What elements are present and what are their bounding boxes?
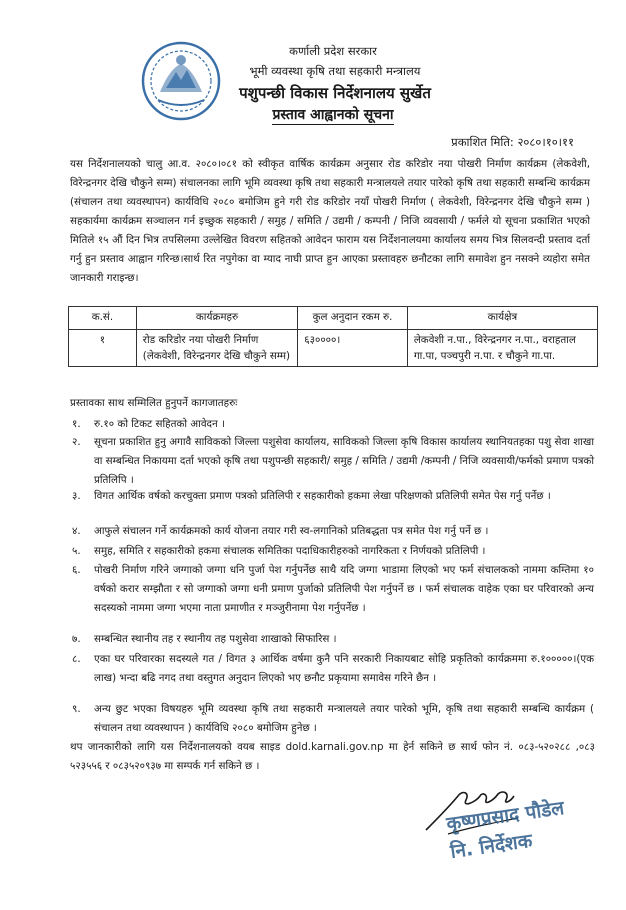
contact-note: थप जानकारीको लागि यस निर्देशनालयको वयब साइड dold.karnali.gov.np मा हेर्न सकिने छ सार्थ फोन नं. ०८३-५२०२८८ ,०८३ ५२३५५६ र ०८३५२०९३७ मा सम्पर्क गर्न सकिने छ । [70,741,595,772]
list-item-text: अन्य छुट भएका विषयहरु भूमि व्यवस्था कृषि तथा सहकारी मन्त्रालयले तयार पारेको भूमि, कृषि तथा सहकारी सम्बन्धि कार्यक्रम ( संचालन तथा व्यवस्थापन ) कार्यविधि २०८० बमोजिम हुनेछ । [94,703,594,734]
gov-line: कर्णाली प्रदेश सरकार [289,44,377,58]
office-name: पशुपन्छी विकास निर्देशनालय सुर्खेत [239,84,431,102]
list-item-text: सूचना प्रकाशित हुनु अगावै साविकको जिल्ला पशुसेवा कार्यालय, साविकको जिल्ला कृषि विकास कार्यालय स्थानियतहका पशु सेवा शाखा वा सम्बन्धित निकायमा दर्ता भएको कृषि तथा पशुपन्छी सहकारी/ समुह / समिति / उद्यमी /कम्पनी / निजि व्यवसायी/फर्मको प्रमाण पत्रको प्रतिलिपि । [94,436,594,486]
list-item-text: पोखरी निर्माण गरिने जग्गाको जग्गा धनि पुर्जा पेश गर्नुपर्नेछ साथै यदि जग्गा भाडामा लिएको भए फर्म संचालकको नाममा कम्तिमा १० वर्षको करार सम्झौता र सो जग्गाको जग्गा धनी प्रमाण पुर्जाको प्रतिलिपी पेश गर्नुपर्ने छ । फर्म संचालक वाहेक एका घर परिवारको अन्य सदस्यको नाममा जग्गा भएमा नाता प्रमाणीत र मञ्जुरीनामा पेश गर्नुपर्नेछ । [94,564,594,614]
col-header-sn: क.सं. [69,307,137,330]
notice-title-text: प्रस्ताव आह्वानको सूचना [272,107,394,123]
cell-amount: ६३००००। [298,330,408,367]
list-item-number: १. [72,418,81,430]
stamp-designation: नि. निर्देशक [448,829,534,864]
documents-intro: प्रस्तावका साथ सम्मिलित हुनुपर्ने कागजातहरुः [70,397,238,409]
intro-paragraph: यस निर्देशनालयको चालु आ.व. २०८०।०८१ को स्वीकृत वार्षिक कार्यक्रम अनुसार रोड करिडोर नया पोखरी निर्माण कार्यक्रम (लेकवेशी, विरेन्द्रनगर देखि चौकुने सम्म) संचालनका लागि भूमि व्यवस्था कृषि तथा सहकारी मन्त्रालयले तयार पारेको कृषि तथा सहकारी सम्बन्धि कार्यक्रम (संचालन तथा व्यवस्थापन) कार्यविधि २०८० बमोजिम हुने गरी रोड करिडोर नयाँ पोखरी निर्माण ( लेकवेशी, विरेन्द्रनगर देखि चौकुने सम्म ) सहकार्यमा कार्यक्रम सञ्चालन गर्न इच्छुक सहकारी / समुह / समिति / उद्यमी / कम्पनी / निजि व्यवसायी / फर्मले यो सूचना प्रकाशित भएको मितिले १५ औं दिन भित्र तपसिलमा उल्लेखित विवरण सहितको आवेदन फाराम यस निर्देशनालयमा कार्यालय समय भित्र सिलवन्दी प्रस्ताव दर्ता गर्नु हुन प्रस्ताव आह्वान गरिन्छ।सार्थ रित नपुगेका वा म्याद नाघी प्राप्त हुन आएका प्रस्तावहरु छनौटका लागि समावेश हुन नसक्ने व्यहोरा समेत जानकारी गराइन्छ। [70,158,590,284]
stamp-name: कृष्णप्रसाद पौडेल [445,796,566,836]
list-item-text: रु.१० को टिकट सहितको आवेदन । [94,418,225,430]
ministry-line: भूमी व्यवस्था कृषि तथा सहकारी मन्त्रालय [249,64,421,78]
col-header-amount: कुल अनुदान रकम रु. [298,307,408,330]
list-item-text: समुह, समिति र सहकारीको हकमा संचालक समितिका पदाधिकारीहरुको नागरिकता र निर्णयको प्रतिलिपी । [94,545,486,557]
list-item-text: विगत आर्थिक वर्षको करचुक्ता प्रमाण पत्रको प्रतिलिपी र सहकारीको हकमा लेखा परिक्षणको प्रतिलिपी समेत पेस गर्नु पर्नेछ । [94,490,551,502]
list-item-number: ७. [72,633,81,645]
publication-date: प्रकाशित मिति: २०८०।१०।११ [451,135,574,149]
list-item-text: सम्बन्धित स्थानीय तह र स्थानीय तह पशुसेवा शाखाको सिफारिस । [94,633,337,645]
col-header-program: कार्यक्रमहरु [136,307,297,330]
list-item-number: ३. [72,490,81,502]
list-item-number: ९. [72,703,81,715]
list-item-number: ५. [72,545,81,557]
cell-area: लेकवेशी न.पा., विरेन्द्रनगर न.पा., वराहताल गा.पा, पञ्चपुरी न.पा. र चौकुने गा.पा. [407,330,597,367]
col-header-area: कार्यक्षेत्र [407,307,597,330]
cell-program: रोड करिडोर नया पोखरी निर्माण (लेकवेशी, विरेन्द्रनगर देखि चौकुने सम्म) [136,330,297,367]
cell-sn: १ [69,330,137,367]
notice-title [20,105,626,124]
list-item-number: २. [72,436,81,448]
list-item-number: ८. [72,653,81,665]
list-item-text: एका घर परिवारका सदस्यले गत / विगत ३ आर्थिक वर्षमा कुनै पनि सरकारी निकायबाट सोहि प्रकृतिको कार्यक्रममा रु.१०००००।(एक लाख) भन्दा बढि नगद तथा वस्तुगत अनुदान लिएको भए छनौट प्रकृयामा समावेस गरिने छैन । [94,653,594,684]
list-item-number: ४. [72,525,81,537]
list-item-number: ६. [72,564,81,576]
program-table [68,306,598,367]
table-header-row [69,307,598,330]
list-item-text: आफुले संचालन गर्ने कार्यक्रमको कार्य योजना तयार गरी स्व-लगानिको प्रतिबद्धता पत्र समेत पेश गर्नु पर्ने छ । [94,525,489,537]
table-row [69,330,598,367]
